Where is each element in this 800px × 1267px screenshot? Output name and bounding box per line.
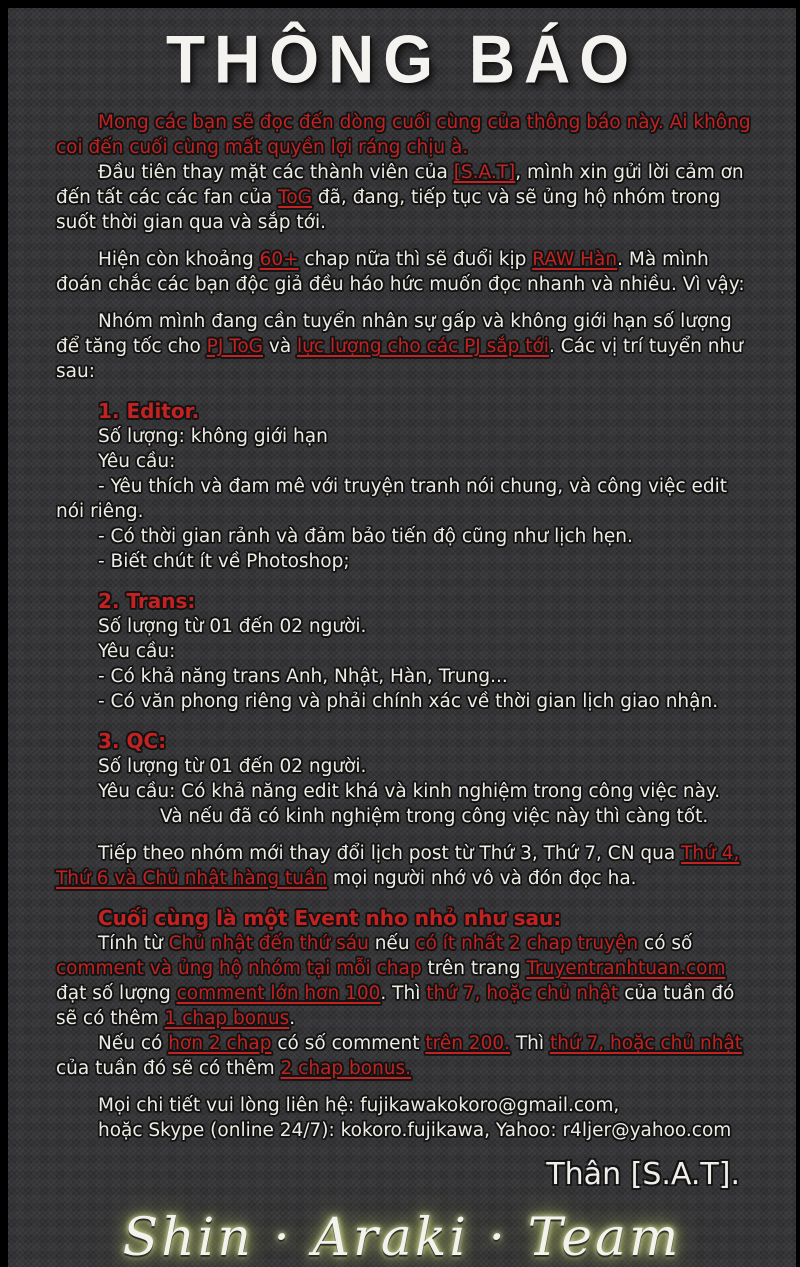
highlight-segment: hơn 2 chap <box>168 1033 272 1054</box>
text-segment: Số lượng từ 01 đến 02 người. <box>98 756 367 777</box>
highlight-segment: [S.A.T] <box>453 162 516 183</box>
text-segment: hoặc Skype (online 24/7): kokoro.fujikawa, Yahoo: r4ljer@yahoo.com <box>98 1120 732 1141</box>
page-title: THÔNG BÁO <box>165 20 639 98</box>
announcement-paragraph <box>56 1031 752 1081</box>
text-segment: Và nếu đã có kinh nghiệm trong công việc này thì càng tốt. <box>160 806 709 827</box>
text-segment: - Yêu thích và đam mê với truyện tranh nói chung, và công việc edit nói riêng. <box>56 476 728 522</box>
text-segment: , mình xin gửi lời cảm ơn đến tất các các fan của <box>56 162 744 208</box>
team-logo: Shin · Araki · Team <box>122 1208 682 1267</box>
text-segment: mọi người nhớ vô và đón đọc ha. <box>327 868 637 889</box>
signature: Thân [S.A.T]. <box>546 1157 740 1192</box>
text-segment: . Mà mình đoán chắc các bạn độc giả đều háo hức muốn đọc nhanh và nhiều. Vì vậy: <box>56 249 745 295</box>
text-segment: Yêu cầu: <box>98 451 176 472</box>
announcement-paragraph <box>56 614 752 639</box>
text-segment: nếu <box>368 933 416 954</box>
announcement-paragraph <box>56 309 752 384</box>
announcement-paragraph <box>56 160 752 235</box>
text-segment: Nếu có <box>98 1033 169 1054</box>
announcement-paragraph <box>56 906 752 931</box>
announcement-paragraph <box>56 589 752 614</box>
text-segment: đạt số lượng <box>56 983 177 1004</box>
highlight-segment: có ít nhất 2 chap truyện <box>415 933 639 954</box>
announcement-paragraph <box>56 1093 752 1118</box>
highlight-segment: PJ ToG <box>206 336 263 357</box>
text-segment: Tiếp theo nhóm mới thay đổi lịch post từ Thứ 3, Thứ 7, CN qua <box>98 843 682 864</box>
text-segment: Hiện còn khoảng <box>98 249 260 270</box>
text-segment: đã, đang, tiếp tục và sẽ ủng hộ nhóm trong suốt thời gian qua và sắp tới. <box>56 187 721 233</box>
text-segment: . Thì <box>380 983 427 1004</box>
text-segment: Số lượng: không giới hạn <box>98 426 328 447</box>
text-segment: . Các vị trí tuyển như sau: <box>56 336 743 382</box>
highlight-segment: ToG <box>278 187 312 208</box>
text-segment: Số lượng từ 01 đến 02 người. <box>98 616 367 637</box>
announcement-paragraph <box>56 474 752 524</box>
text-segment: trên trang <box>421 958 527 979</box>
announcement-paragraph <box>56 1118 752 1143</box>
text-segment: và <box>262 336 298 357</box>
text-segment: của tuần đó sẽ có thêm <box>56 1058 281 1079</box>
text-segment: chap nữa thì sẽ đuổi kịp <box>298 249 533 270</box>
highlight-segment: 1 chap bonus <box>164 1008 290 1029</box>
text-segment: Yêu cầu: <box>98 641 176 662</box>
text-segment: Nhóm mình đang cần tuyển nhân sự gấp và không giới hạn số lượng để tăng tốc cho <box>56 311 732 357</box>
announcement-paragraph <box>56 247 752 297</box>
announcement-body <box>8 102 796 1143</box>
highlight-segment: thứ 7, hoặc chủ nhật <box>549 1033 743 1054</box>
text-segment: có số <box>638 933 693 954</box>
highlight-segment: 1. Editor. <box>98 399 200 423</box>
announcement-paragraph <box>56 779 752 804</box>
highlight-segment: Mong các bạn sẽ đọc đến dòng cuối cùng của thông báo này. Ai không coi đến cuối cùng mất quyền lợi ráng chịu à. <box>56 112 751 158</box>
highlight-segment: trên 200. <box>425 1033 510 1054</box>
text-segment: Yêu cầu: Có khả năng edit khá và kinh nghiệm trong công việc này. <box>98 781 721 802</box>
announcement-paragraph <box>56 664 752 689</box>
text-segment: . <box>289 1008 296 1029</box>
highlight-segment: RAW Hàn <box>532 249 618 270</box>
highlight-segment: Chủ nhật đến thứ sáu <box>168 933 369 954</box>
announcement-paragraph <box>56 729 752 754</box>
announcement-paragraph <box>56 931 752 1031</box>
highlight-segment: Cuối cùng là một Event nho nhỏ như sau: <box>98 906 562 930</box>
text-segment: Đầu tiên thay mặt các thành viên của <box>98 162 454 183</box>
text-segment: có số comment <box>271 1033 426 1054</box>
highlight-segment: 2. Trans: <box>98 589 196 613</box>
text-segment: Thì <box>510 1033 550 1054</box>
announcement-paragraph <box>56 110 752 160</box>
highlight-segment: comment và ủng hộ nhóm tại mỗi chap <box>56 958 422 979</box>
announcement-paragraph <box>56 754 752 779</box>
text-segment: - Có khả năng trans Anh, Nhật, Hàn, Trung... <box>98 666 508 687</box>
announcement-paragraph <box>56 399 752 424</box>
announcement-paragraph <box>56 524 752 549</box>
announcement-paragraph <box>56 841 752 891</box>
text-segment: - Biết chút ít về Photoshop; <box>98 551 350 572</box>
highlight-segment: thứ 7, hoặc chủ nhật <box>426 983 619 1004</box>
text-segment: Tính từ <box>98 933 169 954</box>
announcement-paragraph <box>56 689 752 714</box>
text-segment: - Có thời gian rảnh và đảm bảo tiến độ cũng như lịch hẹn. <box>98 526 633 547</box>
text-segment: - Có văn phong riêng và phải chính xác về thời gian lịch giao nhận. <box>98 691 719 712</box>
highlight-segment: Truyentranhtuan.com <box>526 958 726 979</box>
announcement-paragraph <box>56 804 752 829</box>
announcement-paragraph <box>56 449 752 474</box>
announcement-paragraph <box>56 639 752 664</box>
text-segment: Mọi chi tiết vui lòng liên hệ: fujikawakokoro@gmail.com, <box>98 1095 620 1116</box>
highlight-segment: 60+ <box>259 249 299 270</box>
highlight-segment: Thứ 4, Thứ 6 và Chủ nhật hàng tuần <box>56 843 740 889</box>
text-segment: của tuần đó sẽ có thêm <box>56 983 735 1029</box>
highlight-segment: lực lượng cho các PJ sắp tới <box>297 336 549 357</box>
highlight-segment: 3. QC: <box>98 729 167 753</box>
highlight-segment: comment lớn hơn 100 <box>176 983 381 1004</box>
announcement-paragraph <box>56 549 752 574</box>
announcement-paragraph <box>56 424 752 449</box>
highlight-segment: 2 chap bonus. <box>280 1058 412 1079</box>
